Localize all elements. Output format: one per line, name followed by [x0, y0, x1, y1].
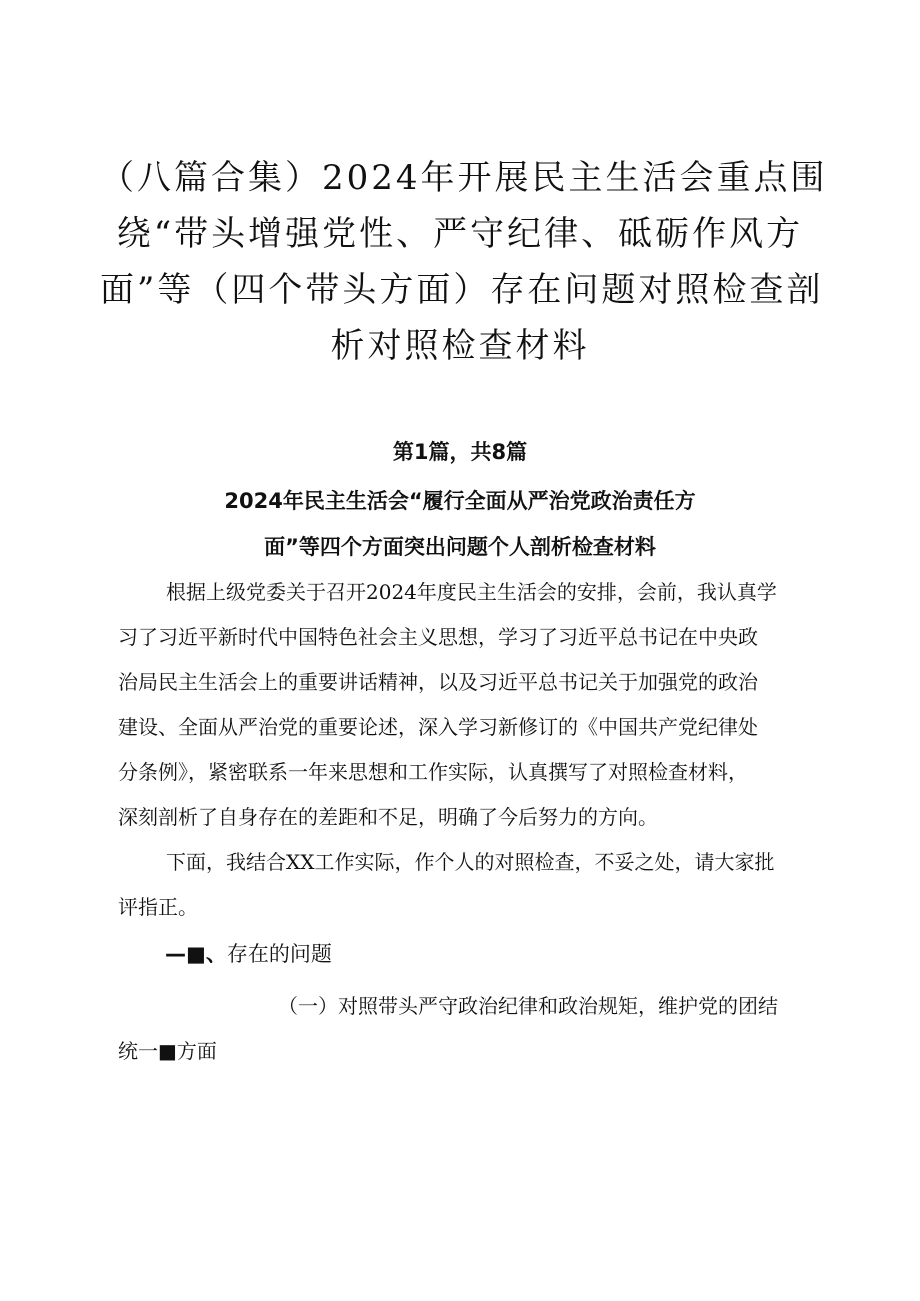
document-title [100, 150, 828, 374]
title-line: 析对照检查材料 [330, 326, 590, 366]
article-title-line: 面”等四个方面突出问题个人剖析检查材料 [264, 535, 656, 559]
section-heading-number: —■、 [165, 942, 227, 966]
paragraph-line: （一）对照带头严守政治纪律和政治规矩，维护党的团结 [278, 994, 778, 1018]
paragraph-line: 建设、全面从严治党的重要论述，深入学习新修订的《中国共产党纪律处 [118, 715, 758, 739]
article-title-line: 2024年民主生活会“履行全面从严治党政治责任方 [224, 489, 696, 513]
paragraph-line: 下面，我结合XX工作实际，作个人的对照检查，不妥之处，请大家批 [166, 850, 775, 874]
paragraph-line: 治局民主生活会上的重要讲话精神，以及习近平总书记关于加强党的政治 [118, 670, 758, 694]
paragraph-line: 深刻剖析了自身存在的差距和不足，明确了今后努力的方向。 [118, 805, 658, 829]
section-heading-text: 存在的问题 [226, 942, 332, 966]
paragraph-line: 评指正。 [118, 895, 198, 919]
paragraph-line: 分条例》，紧密联系一年来思想和工作实际，认真撰写了对照检查材料， [118, 760, 748, 784]
paragraph-line: 根据上级党委关于召开2024年度民主生活会的安排，会前，我认真学 [166, 580, 777, 604]
title-line: 绕“带头增强党性、严守纪律、砥砺作风方 [116, 214, 804, 254]
subsection-heading [118, 984, 818, 1074]
paragraph-line: 习了习近平新时代中国特色社会主义思想，学习了习近平总书记在中央政 [118, 625, 758, 649]
paragraph-line: 统一■方面 [118, 1039, 217, 1063]
paragraph-statement [118, 840, 818, 930]
title-line: 面”等（四个带头方面）存在问题对照检查剖 [100, 270, 824, 310]
title-line: （八篇合集）2024年开展民主生活会重点围 [100, 158, 828, 198]
article-title [100, 478, 820, 570]
section-number: 第1篇，共8篇 [392, 440, 528, 464]
section-heading [165, 934, 332, 974]
paragraph-intro [118, 570, 818, 840]
